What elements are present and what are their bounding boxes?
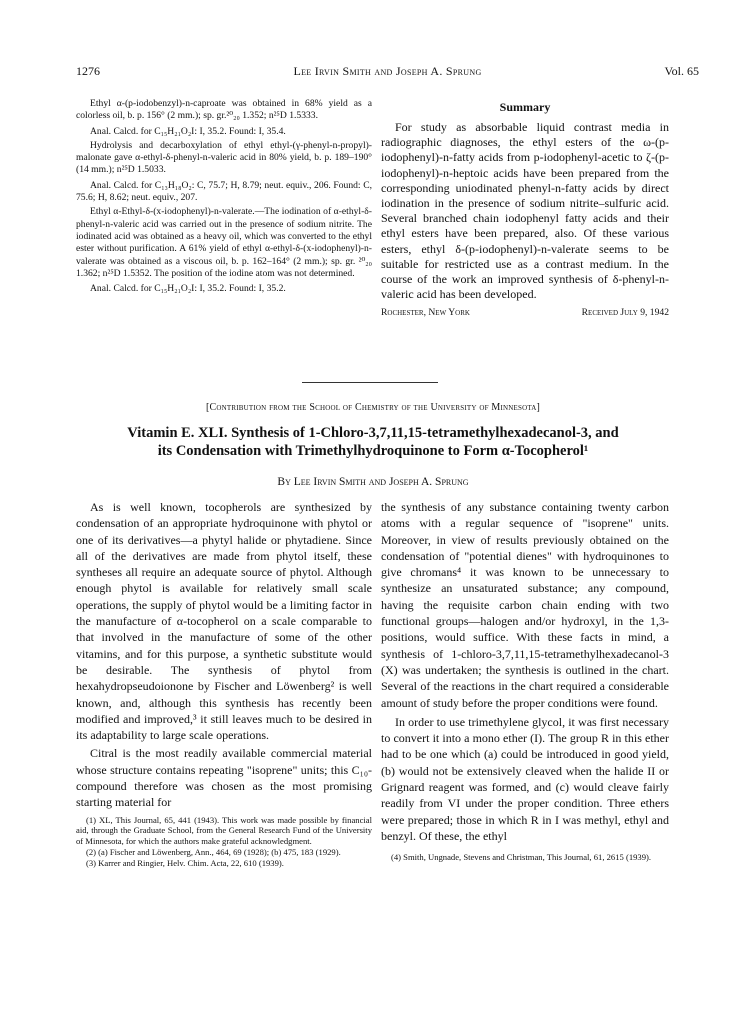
- paragraph: As is well known, tocopherols are synthesized by condensation of an appropriate hydroquinone with phytol or one of its derivatives—a phytyl halide or phytadiene. Since all of the derivatives are made from phytol itself, these syntheses all require an adequate source of phytol. Although enough phytol is available for relatively small scale operations, the supply of phytol would be a limiting factor in the manufacture of α-tocopherol on a scale comparable to that involved in the manufacture of some of the other vitamins, and for this purpose, a synthetic substitute would be desirable. The synthesis of phytol from hexahydropseudoionone by Fischer and Löwenberg² is well known, and, although this synthesis has recently been modified and improved,³ it still leaves much to be desired in its adaptability to large scale operations.: [76, 500, 372, 743]
- summary-section: [381, 98, 669, 321]
- footnote: (3) Karrer and Ringier, Helv. Chim. Acta, 22, 610 (1939).: [86, 857, 284, 868]
- paragraph: Anal. Calcd. for C₁₅H₂₁O₂I: I, 35.2. Found: I, 35.4.: [90, 125, 286, 137]
- running-title: Lee Irvin Smith and Joseph A. Sprung: [293, 64, 482, 78]
- footnote: (1) XL, This Journal, 65, 441 (1943). This work was made possible by financial aid, through the Graduate School, from the General Research Fund of the University of Minnesota, for which the authors make grateful acknowledgment.: [76, 814, 372, 847]
- contribution-line: [Contribution from the School of Chemistry of the University of Minnesota]: [205, 402, 541, 413]
- paragraph: Ethyl α-(p-iodobenzyl)-n-caproate was obtained in 68% yield as a colorless oil, b. p. 156° (2 mm.); sp. gr.²⁰₂₀ 1.352; n²⁵D 1.5333.: [76, 98, 372, 122]
- received-date: Received July 9, 1942: [581, 307, 669, 319]
- footnotes: [381, 852, 669, 863]
- byline: By Lee Irvin Smith and Joseph A. Sprung: [277, 476, 469, 488]
- footnote: (2) (a) Fischer and Löwenberg, Ann., 464, 69 (1928); (b) 475, 183 (1929).: [86, 847, 341, 858]
- summary-heading: Summary: [499, 100, 551, 114]
- experimental-continuation: [76, 98, 372, 295]
- footnotes: [76, 815, 372, 869]
- paragraph: Anal. Calcd. for C₁₃H₁₈O₂: C, 75.7; H, 8.79; neut. equiv., 206. Found: C, 75.6; H, 8.62; neut. equiv., 207.: [76, 179, 372, 204]
- location: Rochester, New York: [381, 307, 470, 319]
- title-line: Vitamin E. XLI. Synthesis of 1-Chloro-3,7,11,15-tetramethylhexadecanol-3, and: [127, 425, 619, 441]
- signature-line: [381, 307, 669, 321]
- title-line: its Condensation with Trimethylhydroquinone to Form α-Tocopherol¹: [157, 443, 589, 459]
- paragraph: Citral is the most readily available commercial material whose structure contains repeating "isoprene" units; this C₁₀-compound therefore was chosen as the most promising starting material for: [76, 746, 372, 810]
- paragraph: Ethyl α-Ethyl-δ-(x-iodophenyl)-n-valerate.—The iodination of α-ethyl-δ-phenyl-n-valeric acid was carried out in the presence of sodium nitrite. The iodinated acid was obtained as a heavy oil, which was converted to the ethyl ester without purification. A 61% yield of ethyl α-ethyl-δ-(x-iodophenyl)-n-valerate was obtained as a viscous oil, b. p. 162–164° (2 mm.); sp. gr. ²⁰₂₀ 1.362; n²⁵D 1.5352. The position of the iodine atom was not determined.: [76, 206, 372, 279]
- paragraph: Anal. Calcd. for C₁₅H₂₁O₂I: I, 35.2. Found: I, 35.2.: [90, 283, 286, 295]
- paragraph: the synthesis of any substance containing twenty carbon atoms with a regular sequence of "isoprene" units. Moreover, in view of results previously obtained on the condensation of "potential dienes" with hydroquinones to give chromans⁴ it was known to be unnecessary to synthesize an unsaturated substance; any compound, having the requisite carbon chain ending with two functional groups—halogen and/or hydroxyl, in the 1,3-positions, would suffice. With these facts in mind, a synthesis of 1-chloro-3,7,11,15-tetramethylhexadecanol-3 (X) was undertaken; the synthesis is outlined in the chart. Several of the reactions in the chart required a considerable amount of study before the proper conditions were found.: [381, 500, 669, 710]
- right-column: [381, 499, 669, 863]
- page-header: [76, 64, 699, 82]
- section-divider: [302, 382, 438, 383]
- article-title: [76, 424, 670, 460]
- paragraph: In order to use trimethylene glycol, it was first necessary to convert it into a mono ether (I). The group R in this ether had to be one which (a) could be introduced in good yield, (b) would not be extensively cleaved when the halide II or Grignard reagent was formed, and (c) would cleave fairly readily from VI under the proper condition. Three ethers were prepared; those in which R in I was methyl, ethyl and benzyl. Of these, the ethyl: [381, 714, 669, 843]
- paragraph: Hydrolysis and decarboxylation of ethyl ethyl-(γ-phenyl-n-propyl)-malonate gave α-ethyl-δ-phenyl-n-valeric acid in 80% yield, b. p. 189–190° (14 mm.); n²⁵D 1.5033.: [76, 139, 372, 176]
- volume-label: Vol. 65: [664, 64, 699, 78]
- left-column: [76, 499, 372, 869]
- footnote: (4) Smith, Ungnade, Stevens and Christman, This Journal, 61, 2615 (1939).: [391, 852, 652, 863]
- summary-text: For study as absorbable liquid contrast media in radiographic diagnoses, the ethyl esters of the ω-(p-iodophenyl)-n-fatty acids from p-iodophenyl-acetic to ζ-(p-iodophenyl)-n-heptoic acids have been prepared from the corresponding uniodinated phenyl-n-fatty acids by direct iodination in the presence of sodium nitrite–sulfuric acid. Several branched chain iodophenyl fatty acids and their ethyl esters have been prepared, also. Of these various esters, ethyl δ-(p-iodophenyl)-n-valerate seems to be suitable for restricted use as a contrast medium. In the course of the work an improved synthesis of δ-phenyl-n-valeric acid has been developed.: [381, 120, 669, 302]
- page-number: 1276: [76, 64, 100, 78]
